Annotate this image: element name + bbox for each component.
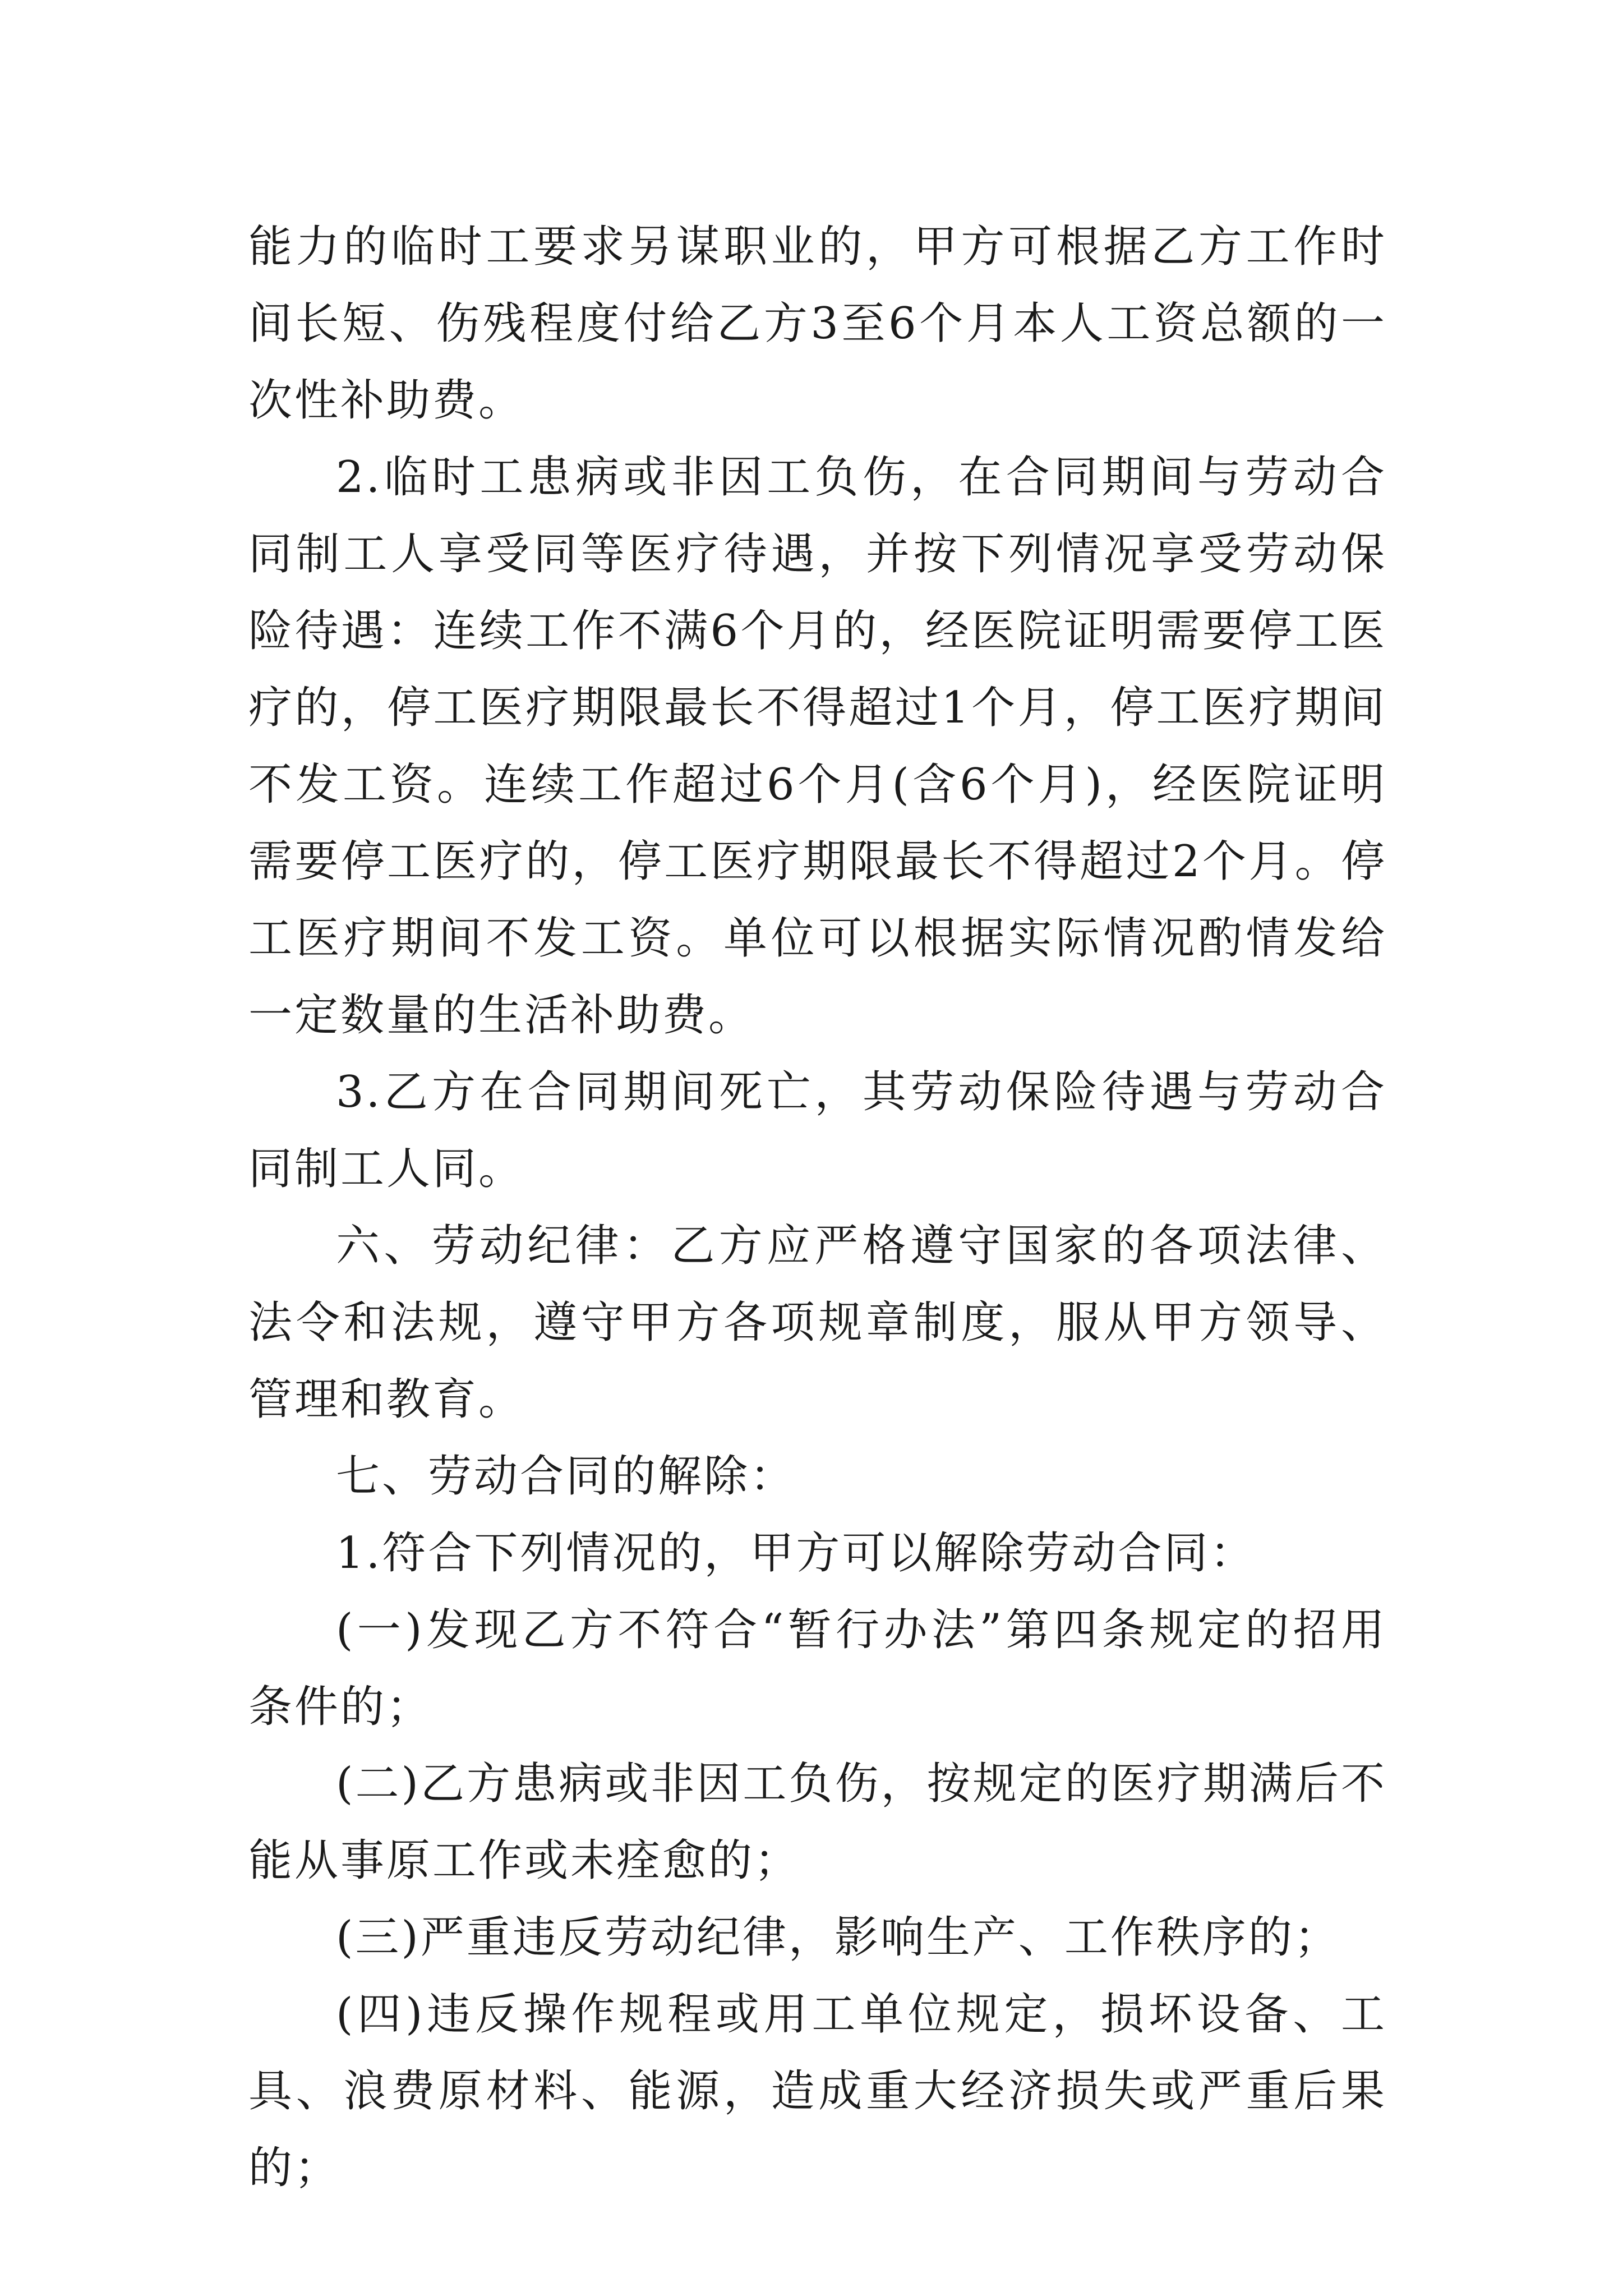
paragraph-termination-conditions: 1.符合下列情况的，甲方可以解除劳动合同： xyxy=(336,1528,1256,1579)
paragraph-subsidy-continuation: 能力的临时工要求另谋职业的，甲方可根据乙方工作时间长短、伤残程度付给乙方3至6个月本人工资总额的一次性补助费。 xyxy=(248,222,1387,426)
list-item-condition-1: (一)发现乙方不符合“暂行办法”第四条规定的招用条件的； xyxy=(248,1605,1387,1732)
heading-contract-termination: 七、劳动合同的解除： xyxy=(336,1451,796,1502)
paragraph-labor-discipline: 六、劳动纪律：乙方应严格遵守国家的各项法律、法令和法规，遵守甲方各项规章制度，服从甲方领导、管理和教育。 xyxy=(248,1221,1387,1425)
list-item-condition-3: (三)严重违反劳动纪律，影响生产、工作秩序的； xyxy=(336,1912,1340,1963)
list-item-condition-2: (二)乙方患病或非因工负伤，按规定的医疗期满后不能从事原工作或未痊愈的； xyxy=(248,1759,1387,1886)
document-body xyxy=(248,209,1387,2207)
paragraph-death-benefit: 3.乙方在合同期间死亡，其劳动保险待遇与劳动合同制工人同。 xyxy=(248,1067,1387,1194)
list-item-condition-4: (四)违反操作规程或用工单位规定，损坏设备、工具、浪费原材料、能源，造成重大经济损失或严重后果的； xyxy=(248,1989,1387,2193)
paragraph-sick-leave: 2.临时工患病或非因工负伤，在合同期间与劳动合同制工人享受同等医疗待遇，并按下列情况享受劳动保险待遇：连续工作不满6个月的，经医院证明需要停工医疗的，停工医疗期限最长不得超过1个月，停工医疗期间不发工资。连续工作超过6个月(含6个月)，经医院证明需要停工医疗的，停工医疗期限最长不得超过2个月。停工医疗期间不发工资。单位可以根据实际情况酌情发给一定数量的生活补助费。 xyxy=(248,452,1387,1041)
